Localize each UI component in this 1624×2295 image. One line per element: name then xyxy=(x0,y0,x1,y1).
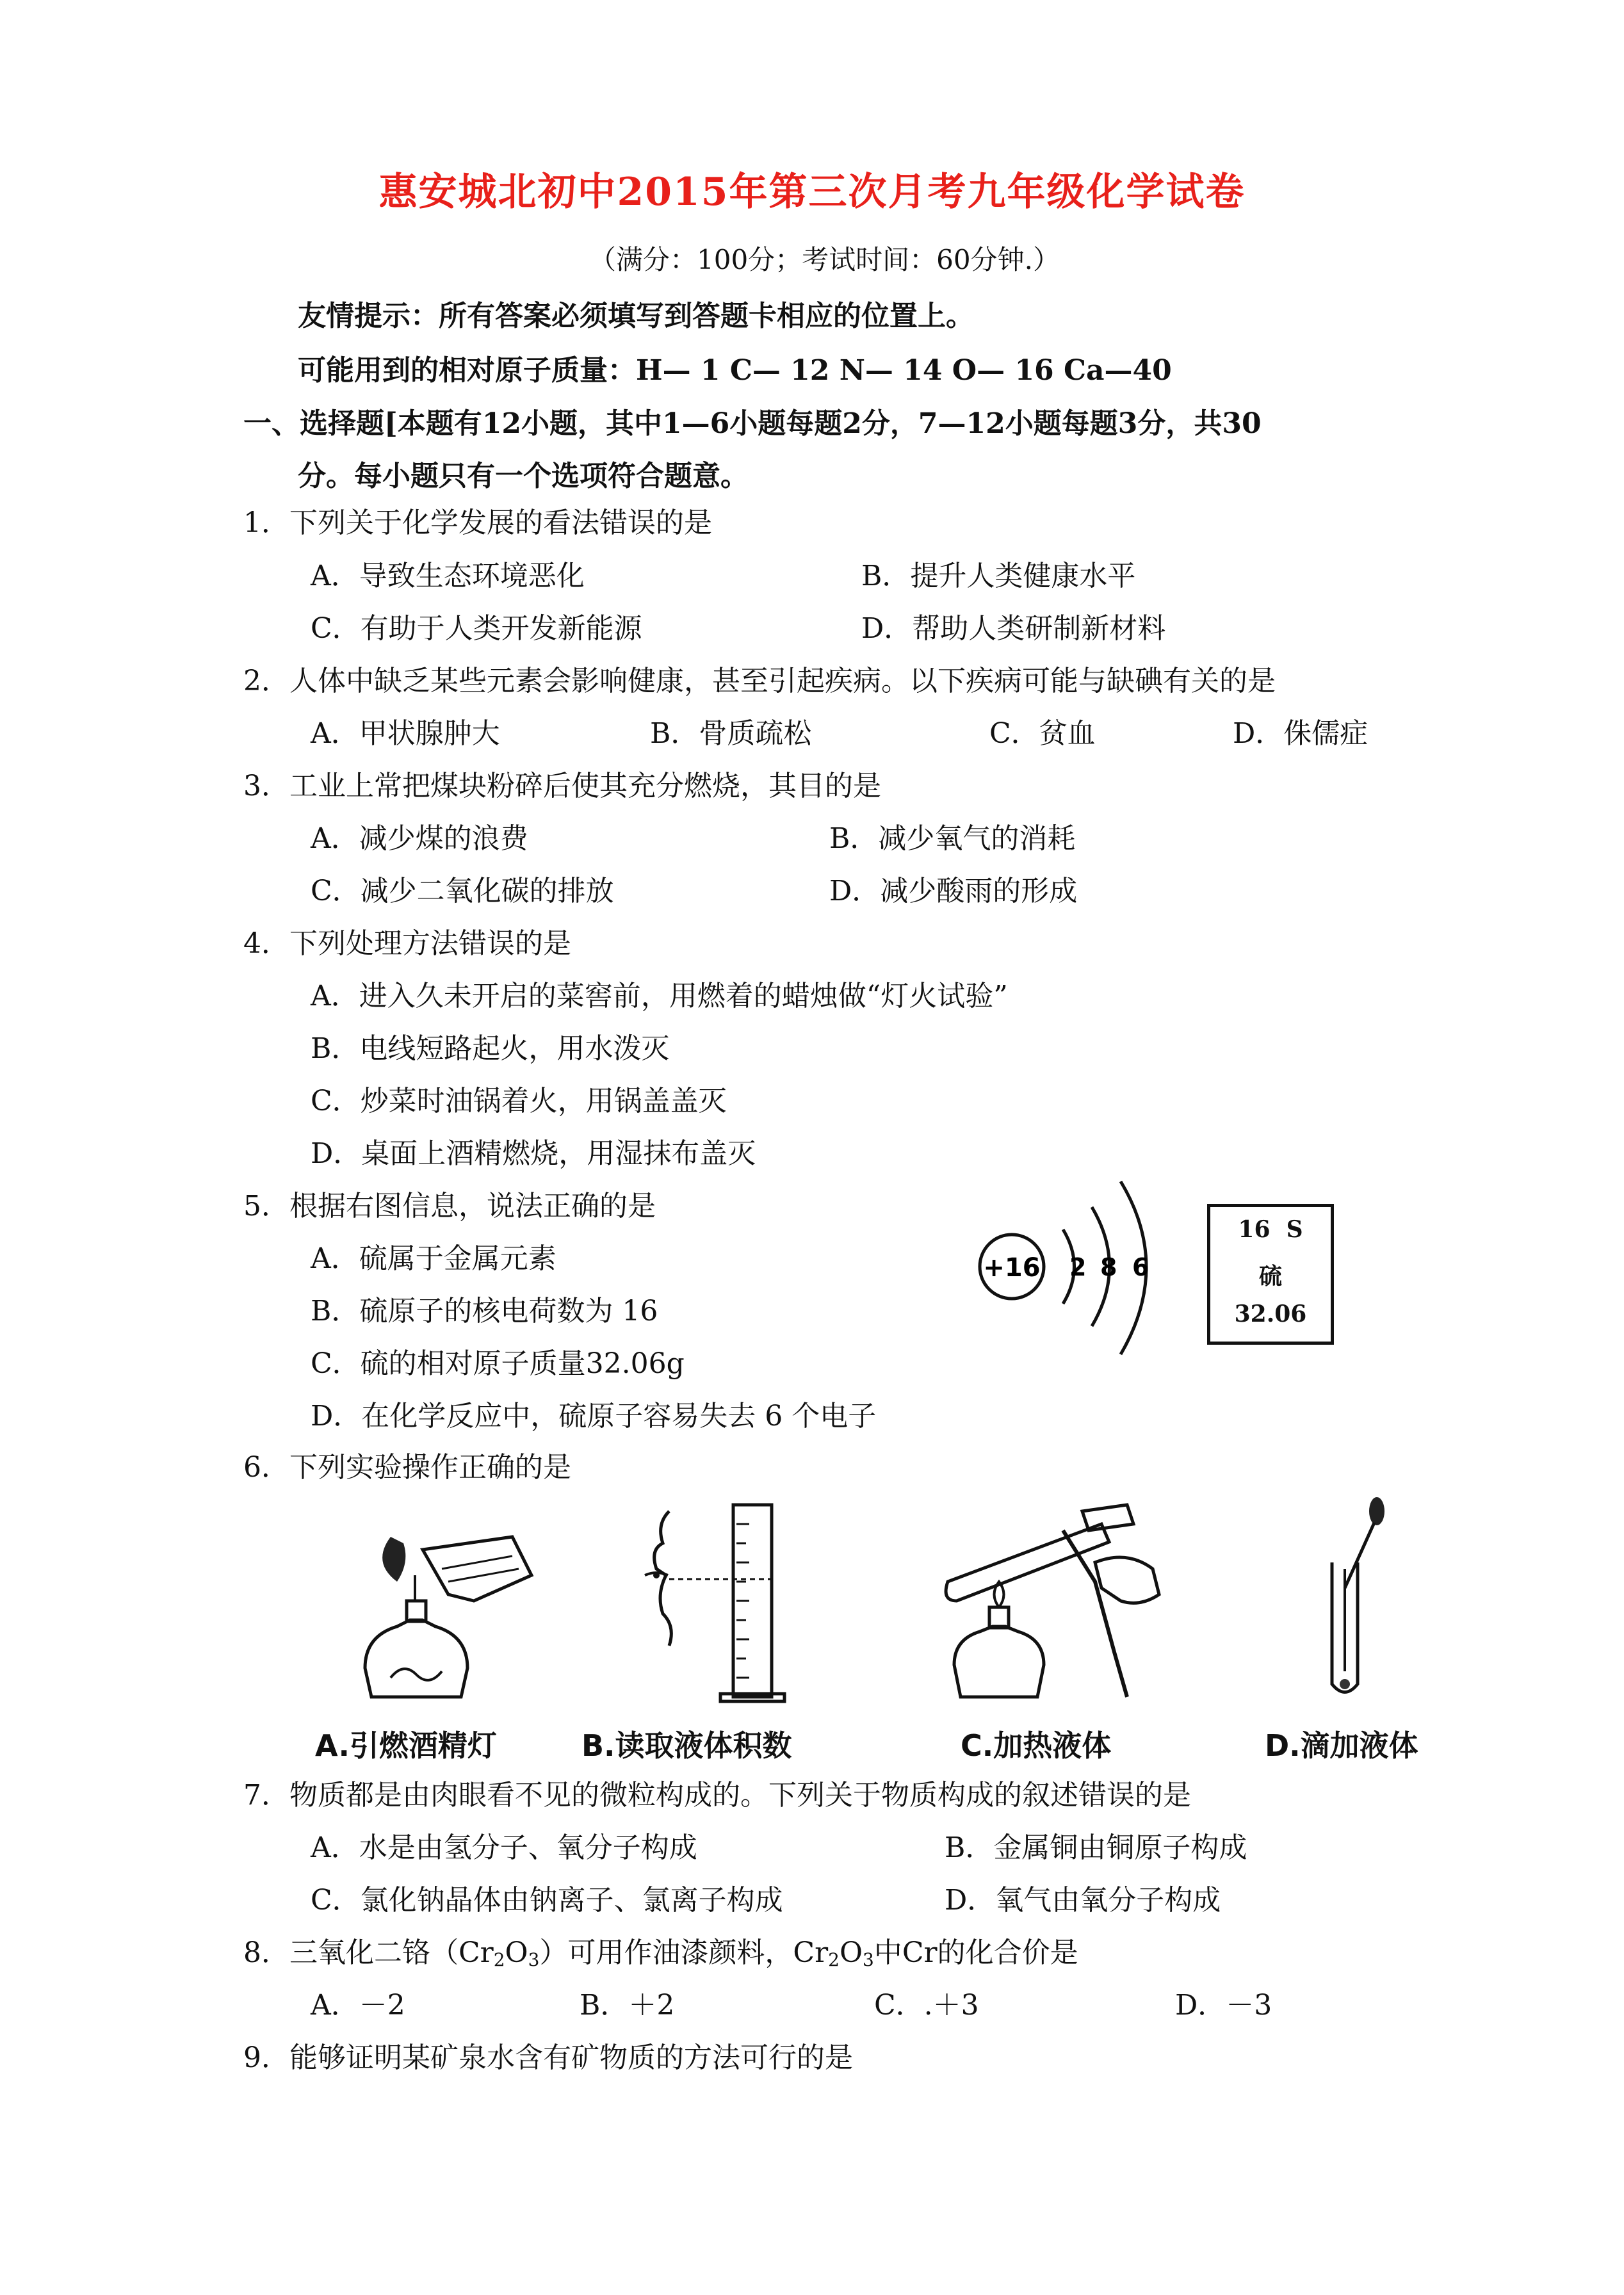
q7-option-d: D．氧气由氧分子构成 xyxy=(945,1884,1221,1917)
q6-caption-c: C.加热液体 xyxy=(961,1728,1112,1763)
cylinder-reading-illustration xyxy=(631,1498,836,1703)
q8-option-a: A．－2 xyxy=(311,1989,405,2022)
element-card xyxy=(1207,1204,1334,1345)
q1-option-c: C．有助于人类开发新能源 xyxy=(311,612,642,645)
q6-caption-b: B.读取液体积数 xyxy=(581,1728,792,1763)
section-heading-line2: 分。每小题只有一个选项符合题意。 xyxy=(298,460,749,492)
q8-stem: 8．三氧化二铬$(Cr_2O_3)$可用作油漆颜料，$Cr_2O_3$中Cr的化合价是 xyxy=(243,1936,1078,1970)
q4-option-a: A．进入久未开启的菜窖前，用燃着的蜡烛做“灯火试验” xyxy=(311,980,1008,1012)
nucleus-charge: +16 xyxy=(983,1253,1041,1283)
q5-option-d: D．在化学反应中，硫原子容易失去 6 个电子 xyxy=(311,1400,877,1432)
element-number-symbol: 16 S xyxy=(1238,1216,1303,1243)
q6-caption-a: A.引燃酒精灯 xyxy=(315,1728,497,1763)
element-name: 硫 xyxy=(1258,1263,1282,1290)
q3-option-c: C．减少二氧化碳的排放 xyxy=(311,875,614,907)
q4-option-d: D．桌面上酒精燃烧，用湿抹布盖灭 xyxy=(311,1137,756,1170)
shell-electrons-1: 2 xyxy=(1069,1253,1087,1281)
section-heading-line1: 一、选择题[本题有12小题，其中1—6小题每题2分，7—12小题每题3分，共30 xyxy=(243,407,1262,440)
q8-option-b: B．＋2 xyxy=(580,1989,675,2022)
sulfur-atom-diagram xyxy=(967,1172,1223,1383)
q5-option-b: B．硫原子的核电荷数为 16 xyxy=(311,1295,658,1327)
q3-option-a: A．减少煤的浪费 xyxy=(311,822,528,855)
q6-caption-d: D.滴加液体 xyxy=(1265,1728,1418,1763)
shell-electrons-2: 8 xyxy=(1100,1253,1117,1281)
q8-option-d: D．－3 xyxy=(1175,1989,1272,2022)
lamp-ignite-illustration xyxy=(346,1524,538,1703)
q2-stem: 2．人体中缺乏某些元素会影响健康，甚至引起疾病。以下疾病可能与缺碘有关的是 xyxy=(243,665,1276,697)
q7-stem: 7．物质都是由肉眼看不见的微粒构成的。下列关于物质构成的叙述错误的是 xyxy=(243,1779,1191,1812)
q4-option-c: C．炒菜时油锅着火，用锅盖盖灭 xyxy=(311,1085,727,1117)
q7-option-a: A．水是由氢分子、氧分子构成 xyxy=(311,1831,697,1864)
dropping-liquid-illustration xyxy=(1319,1492,1396,1703)
q5-option-c: C．硫的相对原子质量32.06g xyxy=(311,1347,685,1380)
exam-title: 惠安城北初中2015年第三次月考九年级化学试卷 xyxy=(378,170,1246,215)
q7-option-c: C．氯化钠晶体由钠离子、氯离子构成 xyxy=(311,1884,783,1917)
q2-option-d: D．侏儒症 xyxy=(1233,717,1368,750)
q7-option-b: B．金属铜由铜原子构成 xyxy=(945,1831,1247,1864)
heating-liquid-illustration xyxy=(935,1492,1172,1703)
q1-option-a: A．导致生态环境恶化 xyxy=(311,560,585,592)
q3-option-d: D．减少酸雨的形成 xyxy=(829,875,1078,907)
element-mass: 32.06 xyxy=(1234,1301,1307,1327)
q5-stem: 5．根据右图信息，说法正确的是 xyxy=(243,1190,656,1222)
q2-option-c: C．贫血 xyxy=(989,717,1096,750)
q1-option-d: D．帮助人类研制新材料 xyxy=(861,612,1166,645)
q9-stem: 9．能够证明某矿泉水含有矿物质的方法可行的是 xyxy=(243,2041,853,2074)
q4-stem: 4．下列处理方法错误的是 xyxy=(243,927,571,960)
atomic-mass-line: 可能用到的相对原子质量：H— 1 C— 12 N— 14 O— 16 Ca—40 xyxy=(298,354,1172,387)
q6-stem: 6．下列实验操作正确的是 xyxy=(243,1451,571,1484)
q8-option-c: C．.＋3 xyxy=(874,1989,979,2022)
q2-option-b: B．骨质疏松 xyxy=(650,717,812,750)
q2-option-a: A．甲状腺肿大 xyxy=(311,717,500,750)
q3-stem: 3．工业上常把煤块粉碎后使其充分燃烧，其目的是 xyxy=(243,770,881,802)
q1-stem: 1．下列关于化学发展的看法错误的是 xyxy=(243,507,712,539)
q5-option-a: A．硫属于金属元素 xyxy=(311,1242,556,1275)
q4-option-b: B．电线短路起火，用水泼灭 xyxy=(311,1032,670,1065)
q3-option-b: B．减少氧气的消耗 xyxy=(829,822,1076,855)
shell-electrons-3: 6 xyxy=(1132,1253,1149,1281)
q1-option-b: B．提升人类健康水平 xyxy=(861,560,1136,592)
exam-subtitle: （满分：100分；考试时间：60分钟.） xyxy=(589,244,1060,275)
friendly-tip: 友情提示：所有答案必须填写到答题卡相应的位置上。 xyxy=(298,300,974,332)
